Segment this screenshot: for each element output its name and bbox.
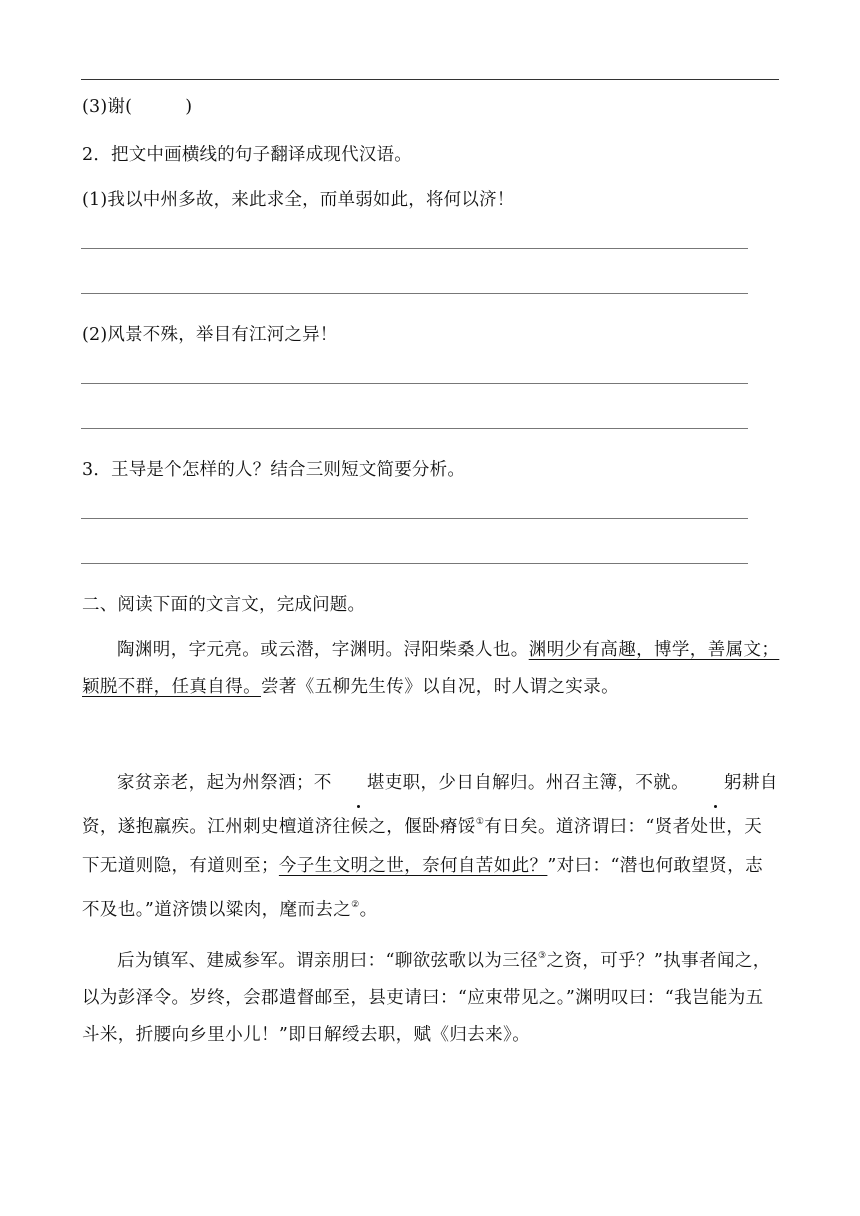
emphasis-dot-char: 躬 bbox=[689, 764, 742, 803]
passage-text: 耕自资，遂抱羸疾。江州刺史檀道济往候之，偃卧瘠馁 bbox=[82, 773, 778, 837]
passage-text: 之资，可乎？”执事者闻之，以为彭泽令。岁终，会郡遣督邮至，县吏请曰：“应束带见之。”渊明叹曰：“我岂能为五斗米，折腰向乡里小儿！”即日解绶去职，赋《归去来》。 bbox=[82, 951, 771, 1045]
passage-text: ”对曰：“潜也何敢望贤，志不及也。”道济馈以粱肉，麾而去之 bbox=[82, 856, 763, 920]
footnote-marker: ② bbox=[351, 900, 360, 910]
answer-line[interactable] bbox=[81, 383, 748, 384]
passage-paragraph-1 bbox=[82, 632, 780, 706]
answer-line[interactable] bbox=[81, 293, 748, 294]
question-2-2: (2)风景不殊，举目有江河之异！ bbox=[82, 325, 338, 345]
passage-text: 尝著《五柳先生传》以自况，时人谓之实录。 bbox=[261, 677, 619, 697]
answer-line[interactable] bbox=[81, 248, 748, 249]
passage-text: 陶渊明，字元亮。或云潜，字渊明。浔阳柴桑人也。 bbox=[117, 640, 529, 660]
section-2-heading: 二、阅读下面的文言文，完成问题。 bbox=[82, 595, 366, 615]
footnote-marker: ③ bbox=[538, 951, 547, 961]
passage-text: 吏职，少日自解归。州召主簿，不就。 bbox=[384, 773, 690, 793]
passage-paragraph-2 bbox=[82, 764, 780, 930]
answer-line[interactable] bbox=[81, 518, 748, 519]
passage-text: 。 bbox=[359, 900, 378, 920]
question-2-1: (1)我以中州多故，来此求全，而单弱如此，将何以济！ bbox=[82, 190, 515, 210]
passage-paragraph-3 bbox=[82, 938, 780, 1054]
question-2-prompt: 2．把文中画横线的句子翻译成现代汉语。 bbox=[82, 145, 412, 165]
question-3: 3．王导是个怎样的人？结合三则短文简要分析。 bbox=[82, 460, 466, 480]
passage-text: 后为镇军、建威参军。谓亲朋曰：“聊欲弦歌以为三径 bbox=[117, 951, 539, 971]
answer-line[interactable] bbox=[81, 428, 748, 429]
underlined-sentence: 渊明少有高趣，博学，善属文；颖脱不群，任真自得。 bbox=[82, 640, 780, 697]
answer-line[interactable] bbox=[81, 563, 748, 564]
underlined-sentence: 今子生文明之世，奈何自苦如此？ bbox=[278, 856, 548, 876]
passage-text: 有日矣。道济谓曰：“贤者处世，天下无道则隐，有道则至； bbox=[82, 817, 763, 876]
emphasis-dot-char: 堪 bbox=[332, 764, 385, 803]
footnote-marker: ① bbox=[475, 817, 485, 827]
passage-text: 家贫亲老，起为州祭酒；不 bbox=[117, 773, 332, 793]
question-1-3: (3)谢( ) bbox=[82, 97, 193, 117]
header-rule bbox=[81, 79, 779, 80]
